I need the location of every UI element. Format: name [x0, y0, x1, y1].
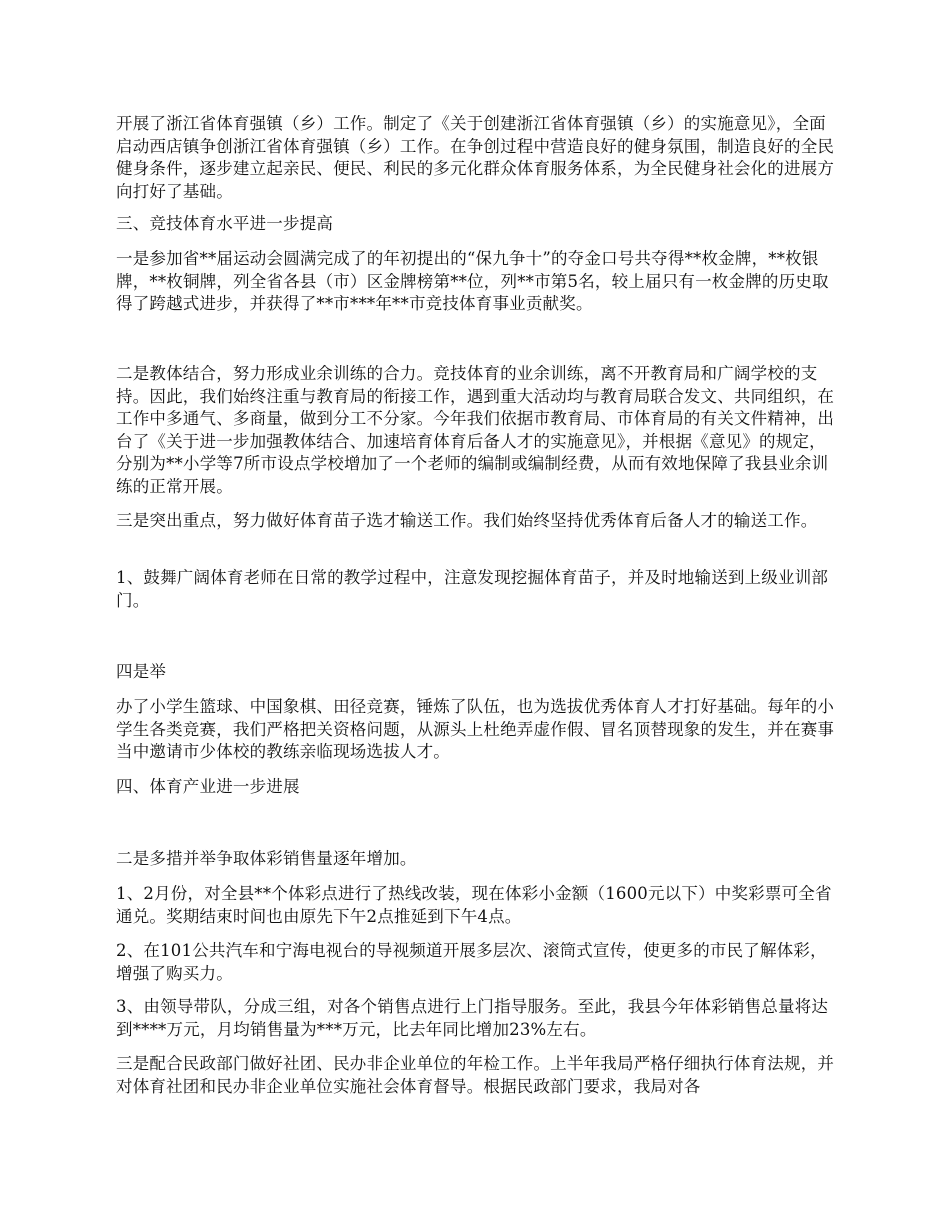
paragraph-hotline-renovation: 1、2月份，对全县**个体彩点进行了热线改装，现在体彩小金额（1600元以下）中奖彩票可全省通兑。奖期结束时间也由原先下午2点推延到下午4点。: [116, 884, 832, 926]
paragraph-lottery-sales: 二是多措并举争取体彩销售量逐年增加。: [116, 849, 417, 868]
paragraph-sales-guidance: 3、由领导带队，分成三组，对各个销售点进行上门指导服务。至此，我县今年体彩销售总量将达到****万元，月均销售量为***万元，比去年同比增加23%左右。: [116, 997, 829, 1039]
paragraph-annual-inspection: 三是配合民政部门做好社团、民办非企业单位的年检工作。上半年我局严格仔细执行体育法规，并对体育社团和民办非企业单位实施社会体育督导。根据民政部门要求，我局对各: [116, 1054, 835, 1096]
paragraph-publicity: 2、在101公共汽车和宁海电视台的导视频道开展多层次、滚筒式宣传，使更多的市民了解体彩，增强了购买力。: [116, 941, 827, 983]
paragraph-fourth-point-heading: 四是举: [116, 662, 167, 681]
paragraph-talent-selection: 三是突出重点，努力做好体育苗子选才输送工作。我们始终坚持优秀体育后备人才的输送工作。: [116, 511, 818, 530]
paragraph-intro: 开展了浙江省体育强镇（乡）工作。制定了《关于创建浙江省体育强镇（乡）的实施意见》，全面启动西店镇争创浙江省体育强镇（乡）工作。在争创过程中营造良好的健身氛围，制造良好的全民健身条件，逐步建立起亲民、便民、利民的多元化群众体育服务体系，为全民健身社会化的进展方向打好了基础。: [116, 114, 835, 201]
paragraph-provincial-games: 一是参加省**届运动会圆满完成了的年初提出的“保九争十”的夺金口号共夺得**枚金牌，**枚银牌，**枚铜牌，列全省各县（市）区金牌榜第**位，列**市第5名，较上届只有一枚金牌的历史取得了跨越式进步，并获得了**市***年**市竞技体育事业贡献奖。: [116, 249, 829, 313]
paragraph-education-sports-integration: 二是教体结合，努力形成业余训练的合力。竞技体育的业余训练，离不开教育局和广阔学校的支持。因此，我们始终注重与教育局的衔接工作，遇到重大活动均与教育局联合发文、共同组织，在工作中多通气、多商量，做到分工不分家。今年我们依据市教育局、市体育局的有关文件精神，出台了《关于进一步加强教体结合、加速培育体育后备人才的实施意见》，并根据《意见》的规定，分别为**小学等7所市设点学校增加了一个老师的编制或编制经费，从而有效地保障了我县业余训练的正常开展。: [116, 364, 835, 496]
paragraph-student-competitions: 办了小学生篮球、中国象棋、田径竞赛，锤炼了队伍，也为选拔优秀体育人才打好基础。每年的小学生各类竞赛，我们严格把关资格问题，从源头上杜绝弄虚作假、冒名顶替现象的发生，并在赛事当中邀请市少体校的教练亲临现场选拔人才。: [116, 697, 835, 761]
section-heading-sports-industry: 四、体育产业进一步进展: [116, 777, 300, 796]
section-heading-competitive-sports: 三、竞技体育水平进一步提高: [116, 214, 334, 233]
paragraph-teacher-encouragement: 1、鼓舞广阔体育老师在日常的教学过程中，注意发现挖掘体育苗子，并及时地输送到上级业训部门。: [116, 568, 829, 610]
